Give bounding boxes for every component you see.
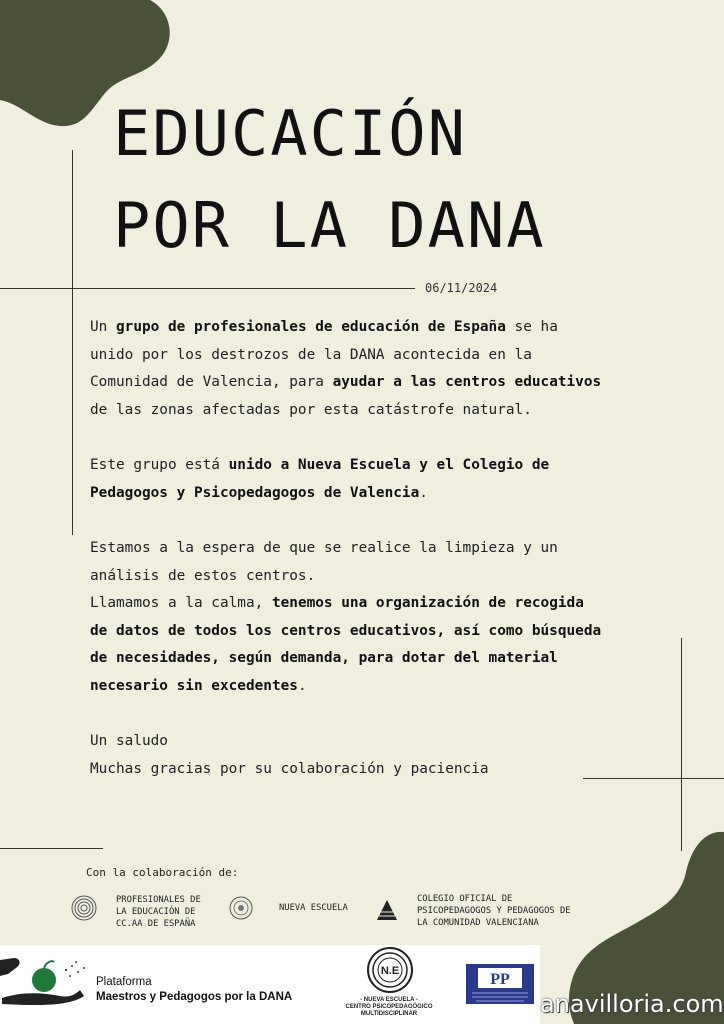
greeting: Un saludo <box>90 733 168 749</box>
page-title <box>113 88 546 272</box>
p2-text-a: Este grupo está <box>90 457 229 473</box>
p3-text-b: análisis de estos centros. <box>90 567 316 584</box>
ne-badge-text: N.E <box>380 965 400 977</box>
ne-caption-2: CENTRO PSICOPEDAGÓGICO <box>345 1004 433 1010</box>
p3-text-a: Estamos a la espera de que se realice la limpieza y un <box>90 540 558 556</box>
hand-apple-logo-icon <box>0 952 94 1008</box>
partner-3-line-1: COLEGIO OFICIAL DE <box>417 894 513 904</box>
paragraph-4 <box>90 728 650 783</box>
partner-colegio <box>417 893 571 929</box>
spiral-circle-icon <box>229 896 253 920</box>
left-vertical-line <box>72 150 73 535</box>
title-line-1: EDUCACIÓN <box>113 97 467 170</box>
p2-bold-b: unido a Nueva Escuela y el Colegio de <box>228 457 550 473</box>
p3-bold-e: de datos de todos los centros educativos, así como búsqueda <box>90 622 602 639</box>
bottom-left-line <box>0 848 103 849</box>
p1-text-d: unido por los destrozos de la DANA acontecida en la <box>90 346 532 363</box>
p3-text-h: . <box>297 677 307 694</box>
nueva-escuela-caption <box>344 997 434 1018</box>
p1-text-e: Comunidad de Valencia, para <box>90 374 333 390</box>
plataforma-line-2: Maestros y Pedagogos por la DANA <box>96 991 293 1003</box>
p1-bold-f: ayudar a las centros educativos <box>332 374 602 390</box>
colegio-logo <box>466 964 534 1004</box>
partner-3-line-2: PSICOPEDAGOGOS Y PEDAGOGOS DE <box>417 906 571 916</box>
p1-bold-b: grupo de profesionales de educación de España <box>116 319 506 335</box>
thanks: Muchas gracias por su colaboración y paciencia <box>90 760 489 777</box>
partner-1-line-3: CC.AA DE ESPAÑA <box>116 919 196 929</box>
ne-caption-1: - NUEVA ESCUELA - <box>360 997 418 1003</box>
p1-text-c: se ha <box>505 319 558 335</box>
plataforma-line-1: Plataforma <box>96 976 152 988</box>
paragraph-1 <box>90 314 650 424</box>
concentric-circles-icon <box>71 895 97 921</box>
right-vertical-line <box>681 638 682 851</box>
date-label: 06/11/2024 <box>425 281 498 295</box>
plataforma-logo-text <box>96 975 292 1005</box>
partner-3-line-3: LA COMUNIDAD VALENCIANA <box>417 918 539 928</box>
p2-text-d: . <box>419 484 428 501</box>
paragraph-3 <box>90 535 650 700</box>
partner-nueva-escuela: NUEVA ESCUELA <box>279 903 348 913</box>
watermark: anavilloria.com <box>540 990 724 1018</box>
paragraph-2 <box>90 452 650 507</box>
ne-caption-3: MULTIDISCIPLINAR <box>360 1011 418 1017</box>
p1-text-a: Un <box>90 319 116 335</box>
partner-1-line-2: LA EDUCACIÓN DE <box>116 907 196 917</box>
p1-text-g: de las zonas afectadas por esta catástrofe natural. <box>90 401 532 418</box>
p3-bold-f: de necesidades, según demanda, para dotar del material <box>90 650 558 666</box>
partner-profesionales <box>116 894 201 930</box>
title-divider-line <box>0 288 415 289</box>
p3-text-c: Llamamos a la calma, <box>90 595 272 611</box>
body-text <box>90 314 650 811</box>
p3-bold-g: necesario sin excedentes <box>90 677 298 694</box>
collaboration-title: Con la colaboración de: <box>86 866 239 879</box>
title-line-2: POR LA DANA <box>113 189 546 262</box>
nueva-escuela-logo <box>366 946 414 994</box>
p3-bold-d: tenemos una organización de recogida <box>271 595 584 611</box>
pyramid-icon <box>376 899 398 921</box>
partner-1-line-1: PROFESIONALES DE <box>116 895 201 905</box>
colegio-badge-text: PP <box>490 971 510 988</box>
p2-bold-c: Pedagogos y Psicopedagogos de Valencia <box>90 484 420 501</box>
